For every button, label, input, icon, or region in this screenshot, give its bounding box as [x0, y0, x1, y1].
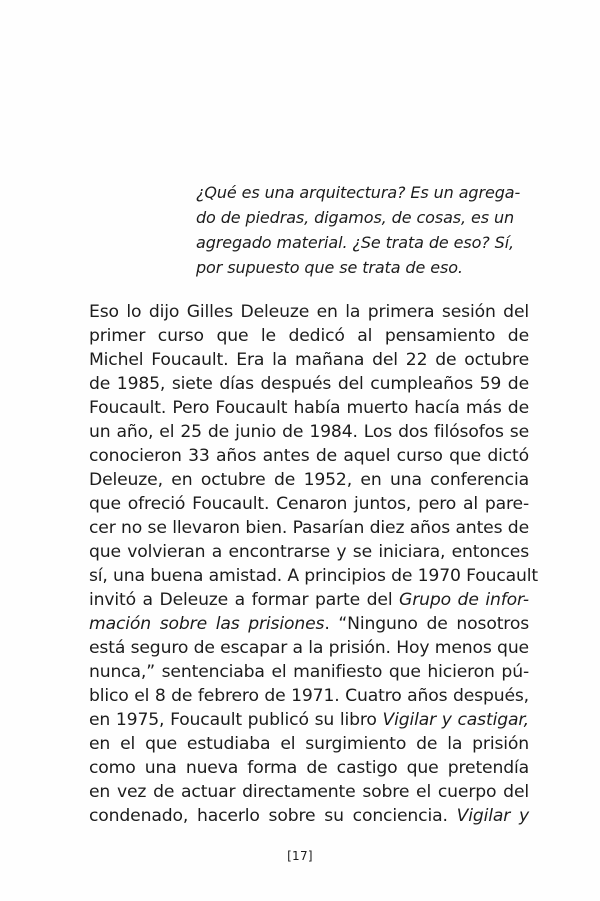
epigraph-line: agregado material. ¿Se trata de eso? Sí, [196, 233, 515, 252]
text-line: cer no se llevaron bien. Pasarían diez años antes de [89, 518, 529, 538]
page-number: [17] [287, 849, 313, 863]
italic-title: Vigilar y [456, 806, 529, 826]
epigraph-line: ¿Qué es una arquitectura? Es un agrega- [196, 183, 521, 202]
text-line: en vez de actuar directamente sobre el cuerpo del [89, 782, 529, 802]
text-run: condenado, hacerlo sobre su conciencia. [89, 806, 457, 826]
text-line: que ofreció Foucault. Cenaron juntos, pero al pare- [89, 494, 529, 514]
text-line [89, 612, 529, 636]
text-line: Deleuze, en octubre de 1952, en una conferencia [89, 470, 529, 490]
text-line: primer curso que le dedicó al pensamiento de [89, 326, 529, 346]
text-line: conocieron 33 años antes de aquel curso que dictó [89, 446, 529, 466]
text-line [89, 804, 529, 828]
italic-title: mación sobre las prisiones [89, 614, 325, 634]
epigraph-line: por supuesto que se trata de eso. [196, 258, 463, 277]
text-line [89, 708, 529, 732]
text-line: está seguro de escapar a la prisión. Hoy menos que [89, 638, 529, 658]
text-line: en el que estudiaba el surgimiento de la prisión [89, 734, 529, 754]
text-line: blico el 8 de febrero de 1971. Cuatro años después, [89, 686, 529, 706]
text-run: invitó a Deleuze a formar parte del [89, 590, 400, 610]
text-line: Foucault. Pero Foucault había muerto hacía más de [89, 398, 529, 418]
epigraph-line: do de piedras, digamos, de cosas, es un [196, 208, 515, 227]
text-line: sí, una buena amistad. A principios de 1970 Foucault [89, 566, 538, 586]
text-line: que volvieran a encontrarse y se iniciara, entonces [89, 542, 529, 562]
epigraph-quote [196, 180, 536, 280]
text-line: un año, el 25 de junio de 1984. Los dos filósofos se [89, 422, 529, 442]
text-line: nunca,” sentenciaba el manifiesto que hicieron pú- [89, 662, 529, 682]
text-run: . “Ninguno de nosotros [324, 614, 529, 634]
text-line: de 1985, siete días después del cumpleaños 59 de [89, 374, 529, 394]
text-line [89, 588, 529, 612]
italic-title: Vigilar y castigar, [382, 710, 529, 730]
text-line: Michel Foucault. Era la mañana del 22 de octubre [89, 350, 529, 370]
text-run: en 1975, Foucault publicó su libro [89, 710, 383, 730]
text-line: como una nueva forma de castigo que pretendía [89, 758, 529, 778]
italic-title: Grupo de infor- [399, 590, 529, 610]
text-line: Eso lo dijo Gilles Deleuze en la primera sesión del [89, 302, 529, 322]
body-paragraph [89, 300, 538, 828]
